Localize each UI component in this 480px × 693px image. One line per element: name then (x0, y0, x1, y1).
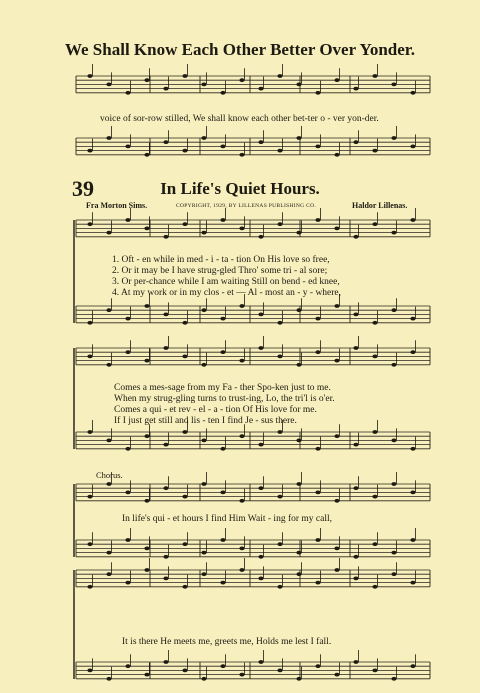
verse-line: 2. Or it may be I have strug-gled Thro' some tri - al sore; (112, 266, 328, 276)
staff (76, 558, 430, 589)
copyright-notice: COPYRIGHT, 1929, BY LILLENAS PUBLISHING CO. (176, 203, 317, 209)
staff (76, 208, 430, 239)
composer-credit: Haldor Lillenas. (352, 201, 408, 210)
hymn-title: In Life's Quiet Hours. (160, 179, 320, 198)
verse-line: If I just get still and lis - ten I find Je - sus there. (114, 416, 297, 426)
top-hymn-title: We Shall Know Each Other Better Over Yonder. (64, 40, 416, 59)
verse-block-1 (112, 255, 341, 299)
verse-line: 1. Oft - en while in med - i - ta - tion On His love so free, (112, 255, 330, 265)
verse-line: 4. At my work or in my clos - et — Al - most an - y - where, (112, 288, 342, 298)
verse-block-2 (114, 383, 335, 427)
staff (76, 126, 430, 157)
chorus-line-1: In life's qui - et hours I find Him Wait - ing for my call, (122, 514, 332, 524)
chorus-label: Chorus. (96, 470, 123, 480)
staff (76, 472, 430, 503)
staff (76, 650, 430, 681)
staff (76, 64, 430, 95)
verse-line: Comes a qui - et rev - el - a - tion Of His love for me. (114, 405, 317, 415)
verse-line: When my strug-gling turns to trust-ing, Lo, the tri'l is o'er. (114, 394, 335, 404)
top-hymn-lyric: voice of sor-row stilled, We shall know each other bet-ter o - ver yon-der. (100, 114, 379, 124)
verse-line: 3. Or per-chance while I am waiting Still on bend - ed knee, (112, 277, 340, 287)
staff (76, 528, 430, 559)
chorus-line-2: It is there He meets me, greets me, Holds me lest I fall. (122, 637, 332, 647)
lyricist-credit: Fra Morton Sims. (86, 201, 148, 210)
verse-line: Comes a mes-sage from my Fa - ther Spo-ken just to me. (114, 383, 331, 393)
staff (76, 336, 430, 367)
hymn-number: 39 (72, 176, 94, 201)
